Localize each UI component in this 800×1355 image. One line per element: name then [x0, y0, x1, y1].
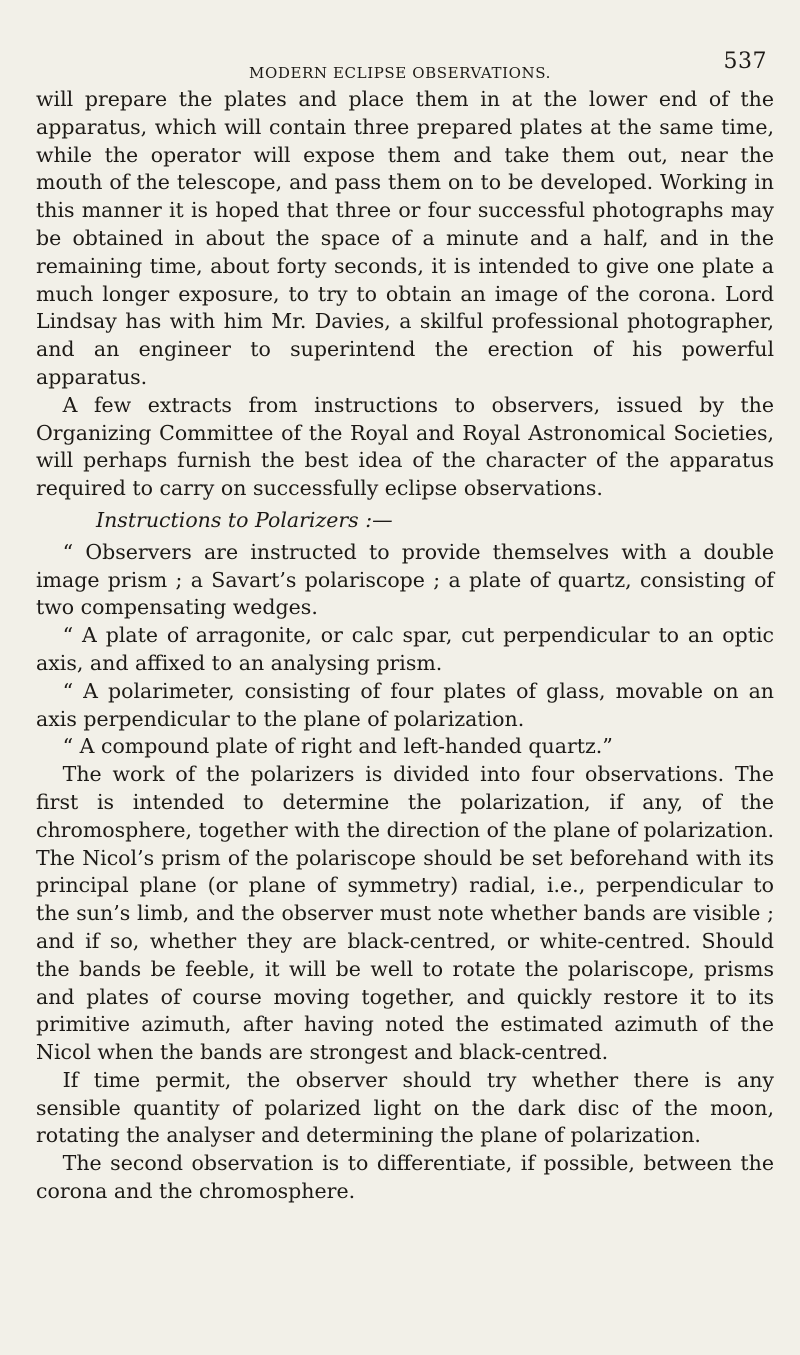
page-number: 537: [723, 49, 767, 74]
paragraph-extracts: A few extracts from instructions to observers, issued by the Organizing Committee of the Royal and Royal Astronomical Societies, will perhaps furnish the best idea of the character of the apparatus required to carry on successfully eclipse observations.: [36, 392, 774, 501]
paragraph-time-permit: If time permit, the observer should try whether there is any sensible quantity of polarized light on the dark disc of the moon, rotating the analyser and determining the plane of polarization.: [36, 1067, 774, 1148]
instruction-item: “ A plate of arragonite, or calc spar, cut perpendicular to an optic axis, and affixed to an analysing prism.: [36, 623, 774, 675]
running-title: MODERN ECLIPSE OBSERVATIONS.: [248, 64, 551, 82]
instruction-item: “ Observers are instructed to provide themselves with a double image prism ; a Savart’s polariscope ; a plate of quartz, consisting of two compensating wedges.: [36, 539, 774, 620]
paragraph-polarizers-work: The work of the polarizers is divided into four observations. The first is intended to determine the polarization, if any, of the chromosphere, together with the direction of the plane of polarization. The Nicol’s prism of the polariscope should be set beforehand with its principal plane (or plane of symmetry) radial, i.e., perpendicular to the sun’s limb, and the observer must note whether bands are visible ; and if so, whether they are black-centred, or white-centred. Should the bands be feeble, it will be well to rotate the polariscope, prisms and plates of course moving together, and quickly restore it to its primitive azimuth, after having noted the estimated azimuth of the Nicol when the bands are strongest and black-centred.: [36, 762, 774, 1065]
instruction-item: “ A polarimeter, consisting of four plates of glass, movable on an axis perpendicular to the plane of polarization.: [36, 678, 774, 731]
paragraph-continuation: will prepare the plates and place them in at the lower end of the apparatus, which will contain three prepared plates at the same time, while the operator will expose them and take them out, near the mouth of the telescope, and pass them on to be developed. Working in this manner it is hoped that three or four successful photographs may be obtained in about the space of a minute and a half, and in the remaining time, about forty seconds, it is intended to give one plate a much longer exposure, to try to obtain an image of the corona. Lord Lindsay has with him Mr. Davies, a skilful professional photographer, and an engineer to superintend the erection of his powerful apparatus.: [36, 87, 774, 389]
instruction-item: “ A compound plate of right and left-handed quartz.”: [62, 734, 613, 759]
paragraph-second-observation: The second observation is to differentiate, if possible, between the corona and the chromosphere.: [36, 1151, 774, 1204]
section-subheading: Instructions to Polarizers :—: [96, 507, 393, 532]
running-head: [0, 0, 800, 82]
body-text: [36, 86, 774, 1206]
